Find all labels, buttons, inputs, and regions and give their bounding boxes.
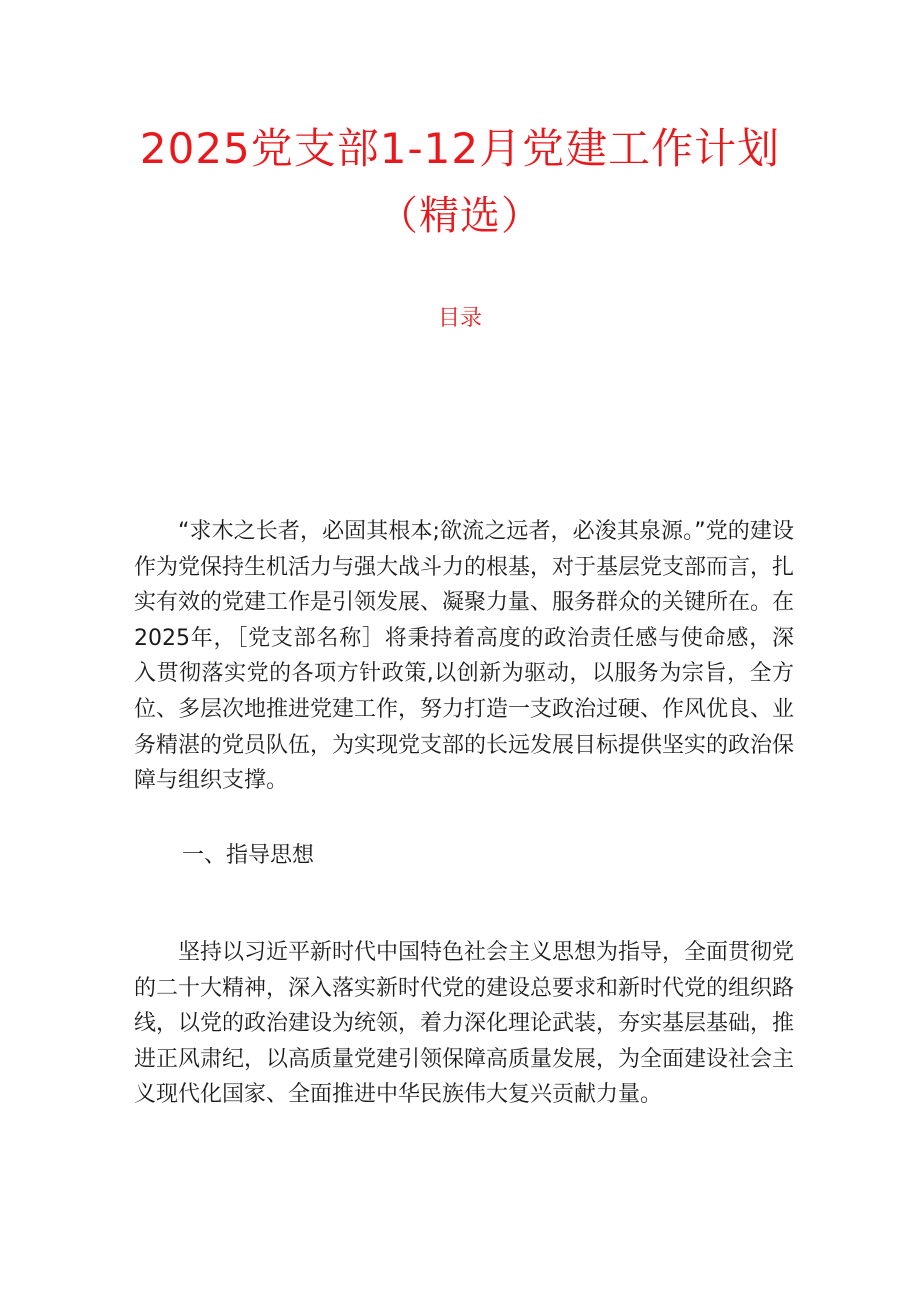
- document-subtitle: （精选）: [378, 193, 542, 239]
- section-heading-guiding-ideology: 一、指导思想: [182, 843, 315, 868]
- intro-paragraph: “求木之长者，必固其根本;欲流之远者，必浚其泉源。”党的建设作为党保持生机活力与强大战斗力的根基，对于基层党支部而言，扎实有效的党建工作是引领发展、凝聚力量、服务群众的关键所在。在2025年，［党支部名称］将秉持着高度的政治责任感与使命感，深入贯彻落实党的各项方针政策,以创新为驱动，以服务为宗旨，全方位、多层次地推进党建工作，努力打造一支政治过硬、作风优良、业务精湛的党员队伍，为实现党支部的长远发展目标提供坚实的政治保障与组织支撑。: [134, 519, 795, 794]
- document-title: 2025党支部1-12月党建工作计划: [139, 124, 781, 173]
- guiding-ideology-paragraph: 坚持以习近平新时代中国特色社会主义思想为指导，全面贯彻党的二十大精神，深入落实新时代党的建设总要求和新时代党的组织路线，以党的政治建设为统领，着力深化理论武装，夯实基层基础，推进正风肃纪，以高质量党建引领保障高质量发展，为全面建设社会主义现代化国家、全面推进中华民族伟大复兴贡献力量。: [134, 940, 795, 1108]
- table-of-contents-label: 目录: [437, 306, 482, 331]
